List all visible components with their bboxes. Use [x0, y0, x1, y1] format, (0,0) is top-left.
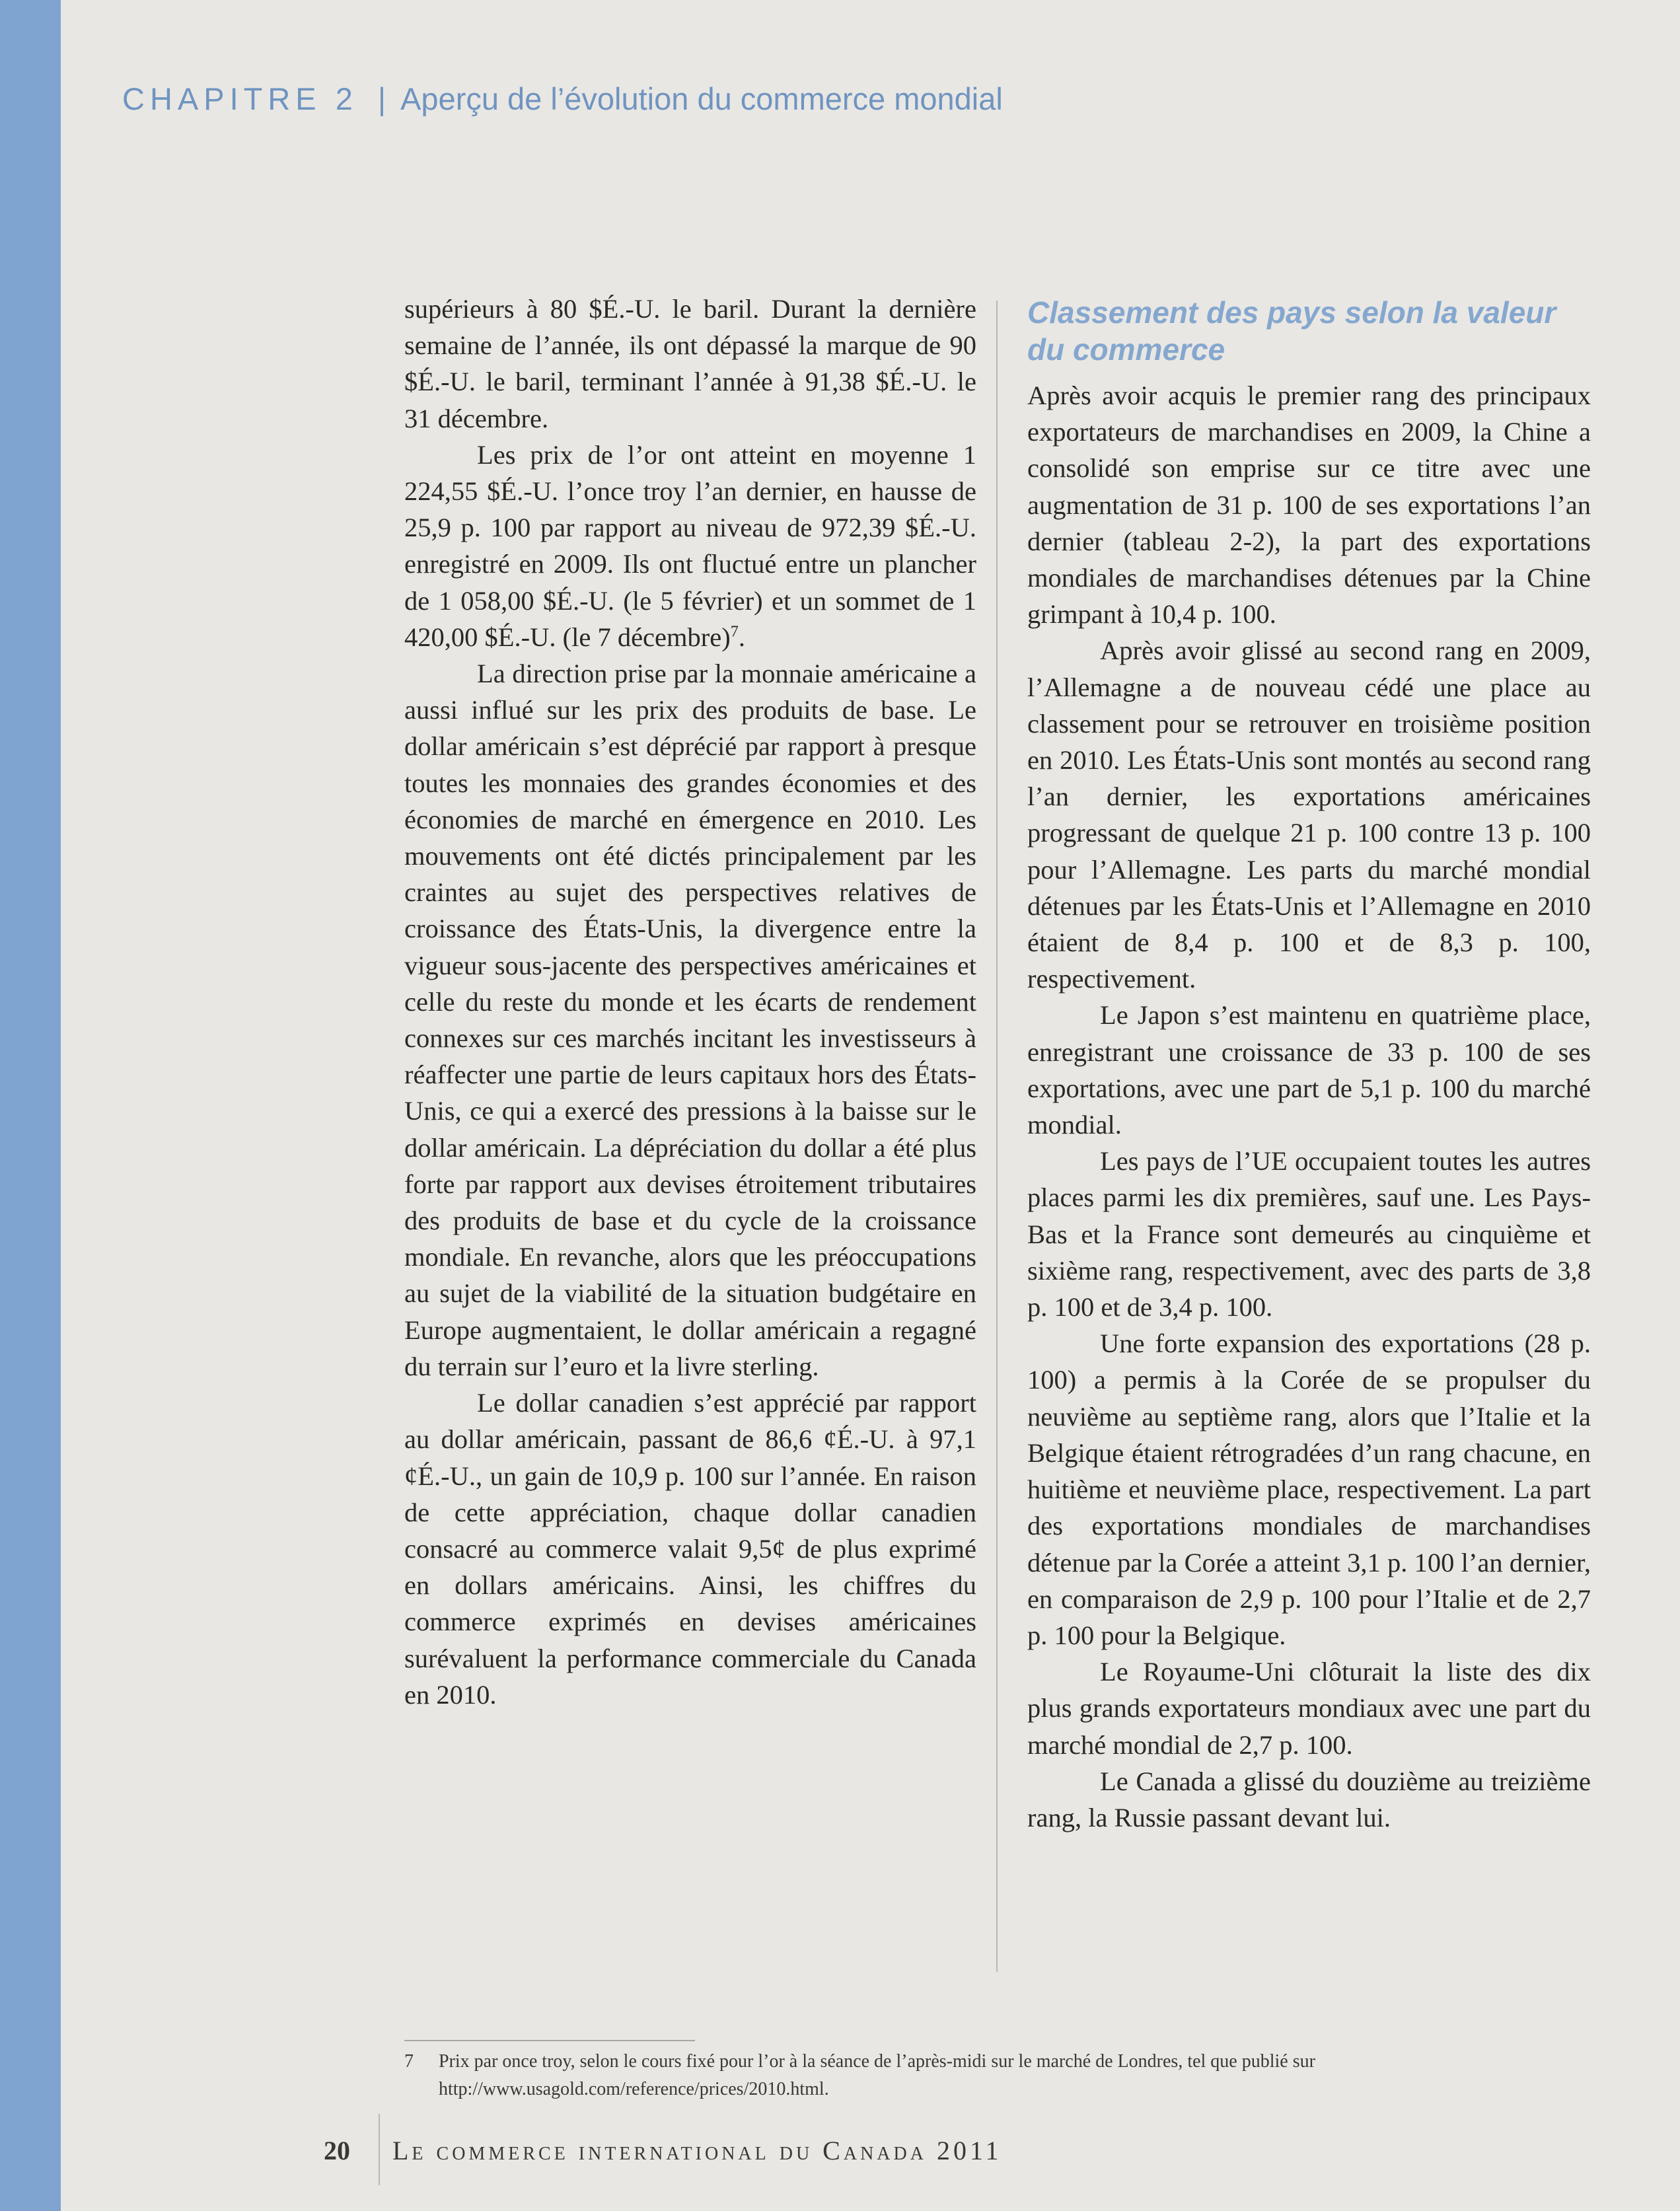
section-title: Classement des pays selon la valeur du commerce [1027, 295, 1556, 367]
publication-title: Le commerce international du Canada 2011 [392, 2136, 1002, 2165]
left-paragraph-2 [404, 437, 976, 655]
footnote-number: 7 [404, 2051, 414, 2072]
right-paragraph-3: Le Japon s’est maintenu en quatrième place, enregistrant une croissance de 33 p. 100 de ses exportations, avec une part de 5,1 p. 100 du marché mondial. [1027, 1000, 1591, 1140]
chapter-label: CHAPITRE 2 [122, 81, 358, 116]
page-number: 20 [324, 2136, 350, 2165]
column-divider [996, 301, 998, 1972]
right-paragraph-7: Le Canada a glissé du douzième au treizième rang, la Russie passant devant lui. [1027, 1766, 1591, 1832]
right-paragraph-6: Le Royaume-Uni clôturait la liste des dix plus grands exportateurs mondiaux avec une part du marché mondial de 2,7 p. 100. [1027, 1657, 1591, 1760]
footnote-rule [404, 2040, 695, 2041]
left-paragraph-1: supérieurs à 80 $É.-U. le baril. Durant la dernière semaine de l’année, ils ont dépassé la marque de 90 $É.-U. le baril, terminant l’année à 91,38 $É.-U. le 31 décembre. [404, 294, 976, 433]
left-paragraph-2-text: Les prix de l’or ont atteint en moyenne 1 224,55 $É.-U. l’once troy l’an dernier, en hausse de 25,9 p. 100 par rapport au niveau de 972,39 $É.-U. enregistré en 2009. Ils ont fluctué entre un plancher de 1 058,00 $É.-U. (le 5 février) et un sommet de 1 420,00 $É.-U. (le 7 décembre) [404, 439, 976, 652]
footnote-reference[interactable]: 7 [730, 622, 739, 641]
right-paragraph-2: Après avoir glissé au second rang en 2009, l’Allemagne a de nouveau cédé une place au classement pour se retrouver en troisième position en 2010. Les États-Unis sont montés au second rang l’an dernier, les exportations américaines progressant de quelque 21 p. 100 contre 13 p. 100 pour l’Allemagne. Les parts du marché mondial détenues par les États-Unis et l’Allemagne en 2010 étaient de 8,4 p. 100 et de 8,3 p. 100, respectivement. [1027, 635, 1591, 994]
running-header [122, 81, 1003, 117]
left-paragraph-3: La direction prise par la monnaie américaine a aussi influé sur les prix des produits de base. Le dollar américain s’est déprécié par rapport à presque toutes les monnaies des grandes économies et des économies de marché en émergence en 2010. Les mouvements ont été dictés principalement par les craintes au sujet des perspectives relatives de croissance des États-Unis, la divergence entre la vigueur sous-jacente des perspectives américaines et celle du reste du monde et les écarts de rendement connexes sur ces marchés incitant les investisseurs à réaffecter une partie de leurs capitaux hors des États-Unis, ce qui a exercé des pressions à la baisse sur le dollar américain. La dépréciation du dollar a été plus forte par rapport aux devises étroitement tributaires des produits de base et du cycle de la croissance mondiale. En revanche, alors que les préoccupations au sujet de la viabilité de la situation budgétaire en Europe augmentaient, le dollar américain a regagné du terrain sur l’euro et la livre sterling. [404, 659, 976, 1381]
footnote [404, 2048, 1534, 2103]
footnote-text: Prix par once troy, selon le cours fixé pour l’or à la séance de l’après-midi sur le marché de Londres, tel que publié sur http://www.usagold.com/reference/prices/2010.html. [439, 2051, 1315, 2099]
header-separator: | [377, 81, 386, 116]
running-footer [324, 2135, 1002, 2166]
left-paragraph-4: Le dollar canadien s’est apprécié par rapport au dollar américain, passant de 86,6 ¢É.-U. à 97,1 ¢É.-U., un gain de 10,9 p. 100 sur l’année. En raison de cette appréciation, chaque dollar canadien consacré au commerce valait 9,5¢ de plus exprimé en dollars américains. Ainsi, les chiffres du commerce exprimés en devises américaines surévaluent la performance commerciale du Canada en 2010. [404, 1388, 976, 1710]
chapter-title: Aperçu de l’évolution du commerce mondial [400, 81, 1003, 116]
right-paragraph-4: Les pays de l’UE occupaient toutes les autres places parmi les dix premières, sauf une. Les Pays-Bas et la France sont demeurés au cinquième et sixième rang, respectivement, avec des parts de 3,8 p. 100 et de 3,4 p. 100. [1027, 1146, 1591, 1323]
page-edge-band [0, 0, 61, 2211]
right-column [1027, 294, 1591, 1836]
right-paragraph-1: Après avoir acquis le premier rang des principaux exportateurs de marchandises en 2009, la Chine a consolidé son emprise sur ce titre avec une augmentation de 31 p. 100 de ses exportations l’an dernier (tableau 2-2), la part des exportations mondiales de marchandises détenues par la Chine grimpant à 10,4 p. 100. [1027, 381, 1591, 630]
footnote-reference-suffix: . [738, 622, 745, 652]
right-paragraph-5: Une forte expansion des exportations (28 p. 100) a permis à la Corée de se propulser du neuvième au septième rang, alors que l’Italie et la Belgique étaient rétrogradées d’un rang chacune, en huitième et neuvième place, respectivement. La part des exportations mondiales de marchandises détenue par la Corée a atteint 3,1 p. 100 l’an dernier, en comparaison de 2,9 p. 100 pour l’Italie et de 2,7 p. 100 pour la Belgique. [1027, 1328, 1591, 1650]
left-column [404, 291, 976, 1713]
